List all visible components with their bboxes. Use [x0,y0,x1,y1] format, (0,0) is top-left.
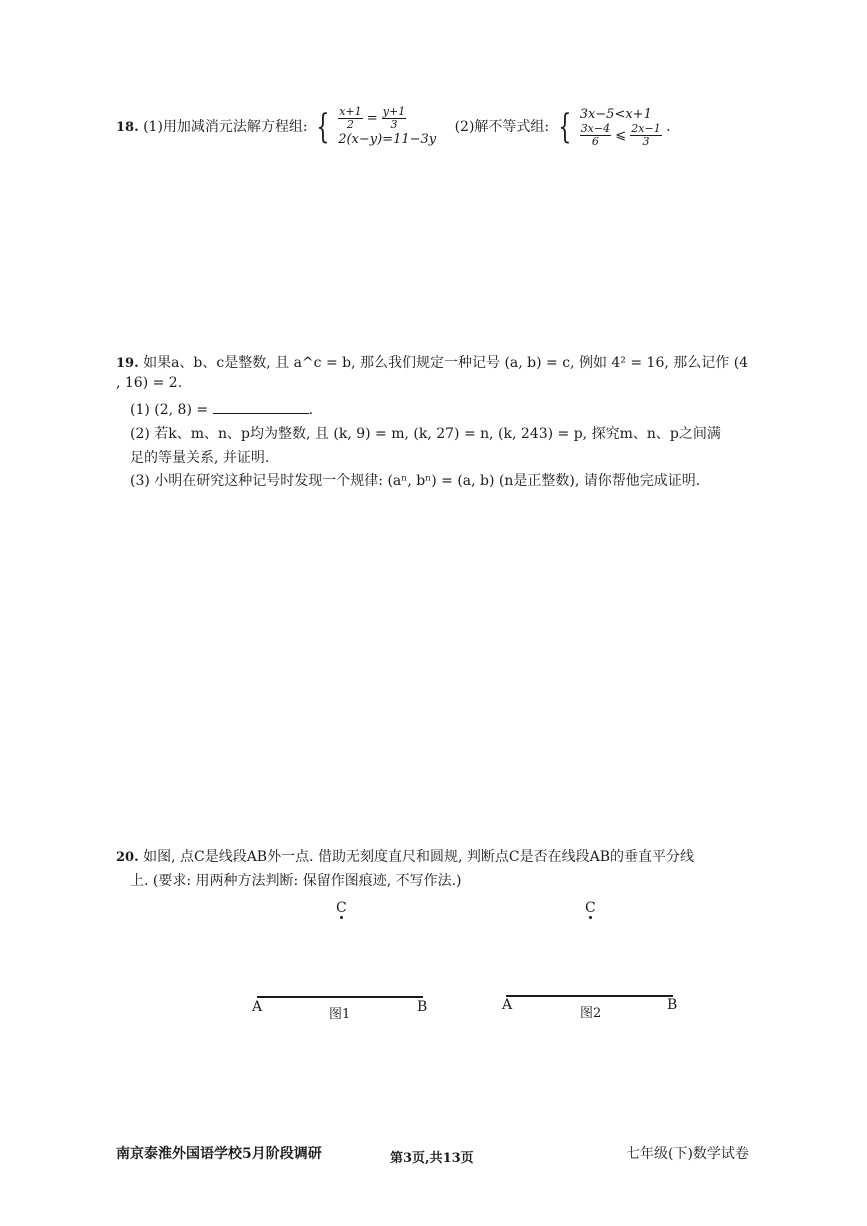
equation-2: 2(x−y)=11−3y [338,132,437,147]
question-number: 19. [116,356,139,371]
point-b-label: B [417,999,428,1015]
question-19-line1: 19. 如果a、b、c是整数, 且 a^c = b, 那么我们规定一种记号 (a, b) = c, 例如 4² = 16, 那么记作 (4 [116,355,749,371]
question-20-line2: 上. (要求: 用两种方法判断: 保留作图痕迹, 不写作法.) [130,873,462,889]
question-18: 18. (1)用加减消元法解方程组: { $\frac{x+1}{2}$ = $\frac{y+1}{3}$ 2(x−y)=11−3y (2)解不等式组: { 3x−5<x+1 $\frac{3x-4}{6}$ ⩽ $\frac{2x-1}{3}$ . [116,105,671,148]
point-b-label: B [667,997,678,1013]
left-brace: { [557,107,571,147]
equation-1: $\frac{x+1}{2}$ = $\frac{y+1}{3}$ [339,105,406,131]
question-19-part3: (3) 小明在研究这种记号时发现一个规律: (aⁿ, bⁿ) = (a, b) (n是正整数), 请你帮他完成证明. [130,473,701,489]
left-brace: { [316,107,330,147]
footer-page-number: 第3页,共13页 [390,1151,474,1166]
question-number: 20. [116,850,139,865]
question-20-line1: 20. 如图, 点C是线段AB外一点. 借助无刻度直尺和圆规, 判断点C是否在线段AB的垂直平分线 [116,849,694,865]
point-c-label: C [585,900,596,916]
footer-exam-title: 七年级(下)数学试卷 [626,1146,749,1162]
point-c [340,916,343,919]
segment-ab [506,995,673,997]
question-19-part2-line2: 足的等量关系, 并证明. [130,450,270,466]
footer-school: 南京泰淮外国语学校5月阶段调研 [116,1146,322,1162]
point-c [589,916,592,919]
question-19-line2: , 16) = 2. [116,375,183,391]
inequality-2: $\frac{3x-4}{6}$ ⩽ $\frac{2x-1}{3}$ [580,122,661,148]
equation-system [338,106,436,148]
q18-part2-prefix: (2)解不等式组: [454,119,550,135]
segment-ab [257,996,423,998]
inequality-system [580,106,662,148]
question-number: 18. [116,120,139,135]
figure-caption: 图1 [329,1007,351,1022]
answer-blank[interactable] [213,399,309,414]
q18-part1-prefix: (1)用加减消元法解方程组: [143,119,308,135]
question-19-part2-line1: (2) 若k、m、n、p均为整数, 且 (k, 9) = m, (k, 27) = n, (k, 243) = p, 探究m、n、p之间满 [130,426,721,442]
point-a-label: A [502,997,513,1013]
inequality-1: 3x−5<x+1 [579,107,652,122]
question-19-part1: (1) (2, 8) = . [130,399,313,418]
figure-caption: 图2 [580,1006,602,1021]
point-c-label: C [336,900,347,916]
point-a-label: A [252,999,263,1015]
